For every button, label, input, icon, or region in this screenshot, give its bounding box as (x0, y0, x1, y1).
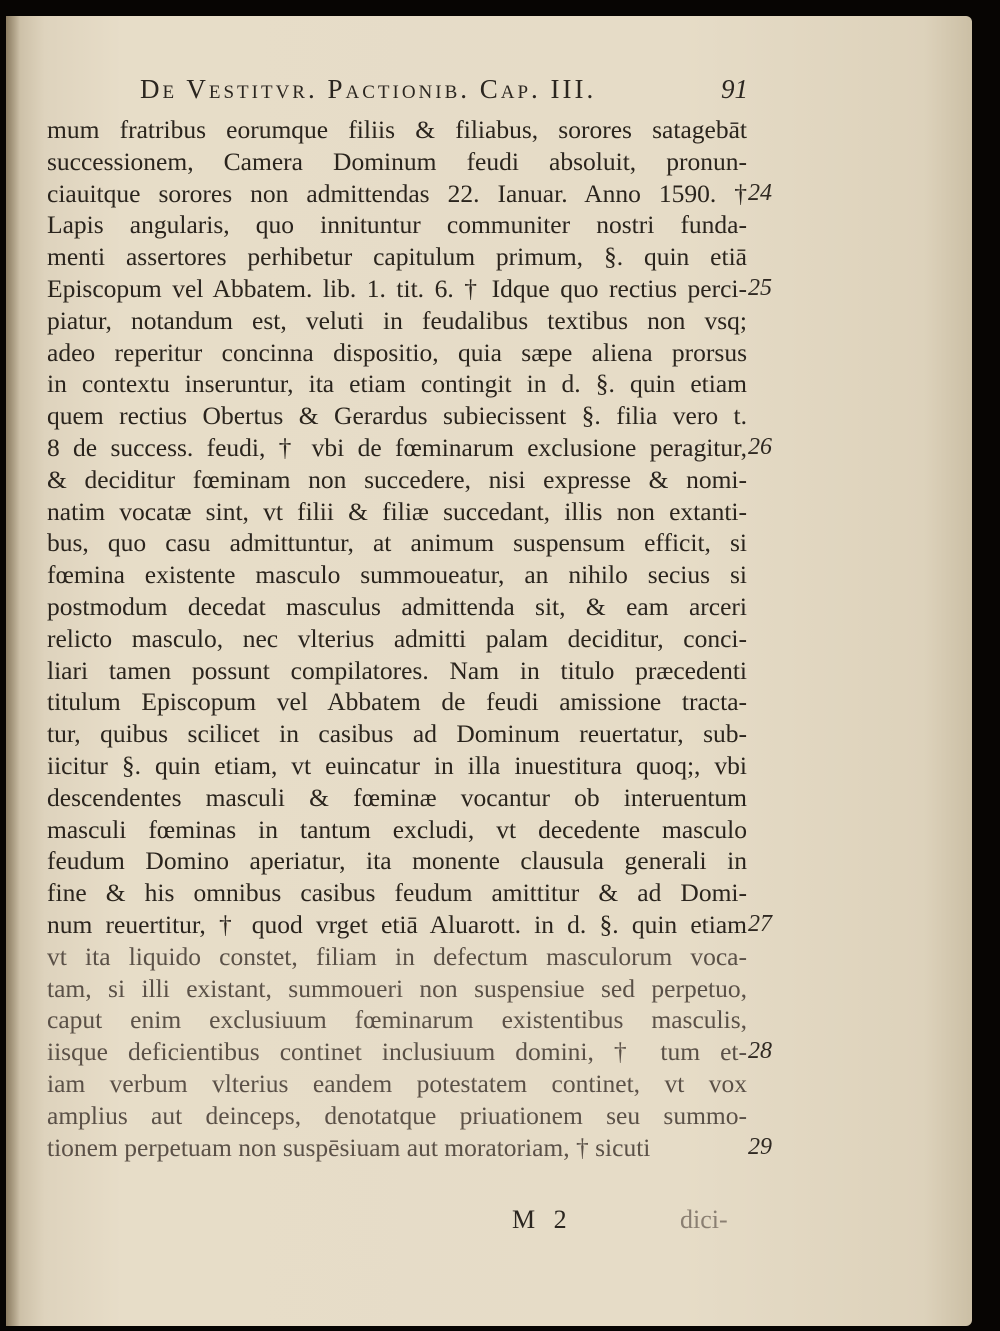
text-line: natim vocatæ sint, vt filii & filiæ succedant, illis non extanti- (47, 496, 747, 526)
text-line: descendentes masculi & fœminæ vocantur ob interuentum (47, 782, 747, 812)
page-number: 91 (721, 74, 748, 104)
text-line: fœmina existente masculo summoueatur, an nihilo secius si (47, 560, 747, 590)
text-line: amplius aut deinceps, denotatque priuationem seu summo- (47, 1100, 747, 1130)
text-line: in contextu inseruntur, ita etiam contingit in d. §. quin etiam (47, 369, 747, 399)
running-title: De Vestitvr. Pactionib. Cap. III. (140, 74, 597, 104)
signature-mark: M 2 (512, 1205, 573, 1234)
text-line: bus, quo casu admittuntur, at animum suspensum efficit, si (47, 528, 747, 558)
text-line: 8 de success. feudi, † vbi de fœminarum exclusione peragitur, (47, 432, 747, 462)
text-line: postmodum decedat masculus admittenda sit, & eam arceri (47, 591, 747, 621)
margin-number: 24 (748, 179, 772, 206)
text-line: masculi fœminas in tantum excludi, vt decedente masculo (47, 814, 747, 844)
page-footer (0, 1205, 1000, 1239)
text-line: feudum Domino aperiatur, ita monente clausula generali in (47, 846, 747, 876)
margin-number: 25 (748, 275, 772, 301)
text-line: adeo reperitur concinna dispositio, quia sæpe aliena prorsus (47, 337, 747, 367)
text-line: menti assertores perhibetur capitulum primum, §. quin etiā (47, 242, 747, 272)
text-line: piatur, notandum est, veluti in feudalibus textibus non vsq; (47, 305, 747, 335)
text-line: iam verbum vlterius eandem potestatem continet, vt vox (47, 1068, 747, 1098)
margin-number: 26 (748, 434, 772, 460)
text-line: iicitur §. quin etiam, vt euincatur in illa inuestitura quoq;, vbi (47, 750, 747, 780)
text-line: Episcopum vel Abbatem. lib. 1. tit. 6. † Idque quo rectius perci- (47, 273, 747, 303)
text-line: quem rectius Obertus & Gerardus subiecissent §. filia vero t. (47, 401, 747, 431)
page-gutter (6, 16, 20, 1326)
text-line: iisque deficientibus continet inclusiuum domini, † tum et- (47, 1037, 747, 1067)
text-line: relicto masculo, nec vlterius admitti palam deciditur, conci- (47, 623, 747, 653)
text-line: mum fratribus eorumque filiis & filiabus, sorores satagebāt (47, 115, 747, 144)
margin-number: 28 (748, 1038, 772, 1065)
margin-number: 27 (748, 911, 772, 937)
text-line: tionem perpetuam non suspēsiuam aut moratoriam, † sicuti (47, 1132, 651, 1162)
text-line: Lapis angularis, quo innituntur communiter nostri funda- (47, 210, 747, 240)
text-line: caput enim exclusiuum fœminarum existentibus masculis, (47, 1005, 747, 1035)
running-head (140, 74, 770, 112)
text-line: ciauitque sorores non admittendas 22. Ianuar. Anno 1590. † (47, 178, 747, 208)
text-line: successionem, Camera Dominum feudi absoluit, pronun- (47, 146, 747, 176)
margin-number: 29 (748, 1133, 772, 1160)
text-line: fine & his omnibus casibus feudum amittitur & ad Domi- (47, 878, 747, 908)
text-line: tam, si illi existant, summoueri non suspensiue sed perpetuo, (47, 973, 747, 1003)
body-text (47, 114, 747, 1163)
text-line: liari tamen possunt compilatores. Nam in titulo præcedenti (47, 655, 747, 685)
text-line: tur, quibus scilicet in casibus ad Dominum reuertatur, sub- (47, 719, 747, 749)
text-line: vt ita liquido constet, filiam in defectum masculorum voca- (47, 941, 747, 971)
catchword: dici- (680, 1205, 728, 1234)
text-line: & deciditur fœminam non succedere, nisi expresse & nomi- (47, 464, 747, 494)
text-line: titulum Episcopum vel Abbatem de feudi amissione tracta- (47, 687, 747, 717)
text-line: num reuertitur, † quod vrget etiā Aluarott. in d. §. quin etiam (47, 909, 747, 939)
